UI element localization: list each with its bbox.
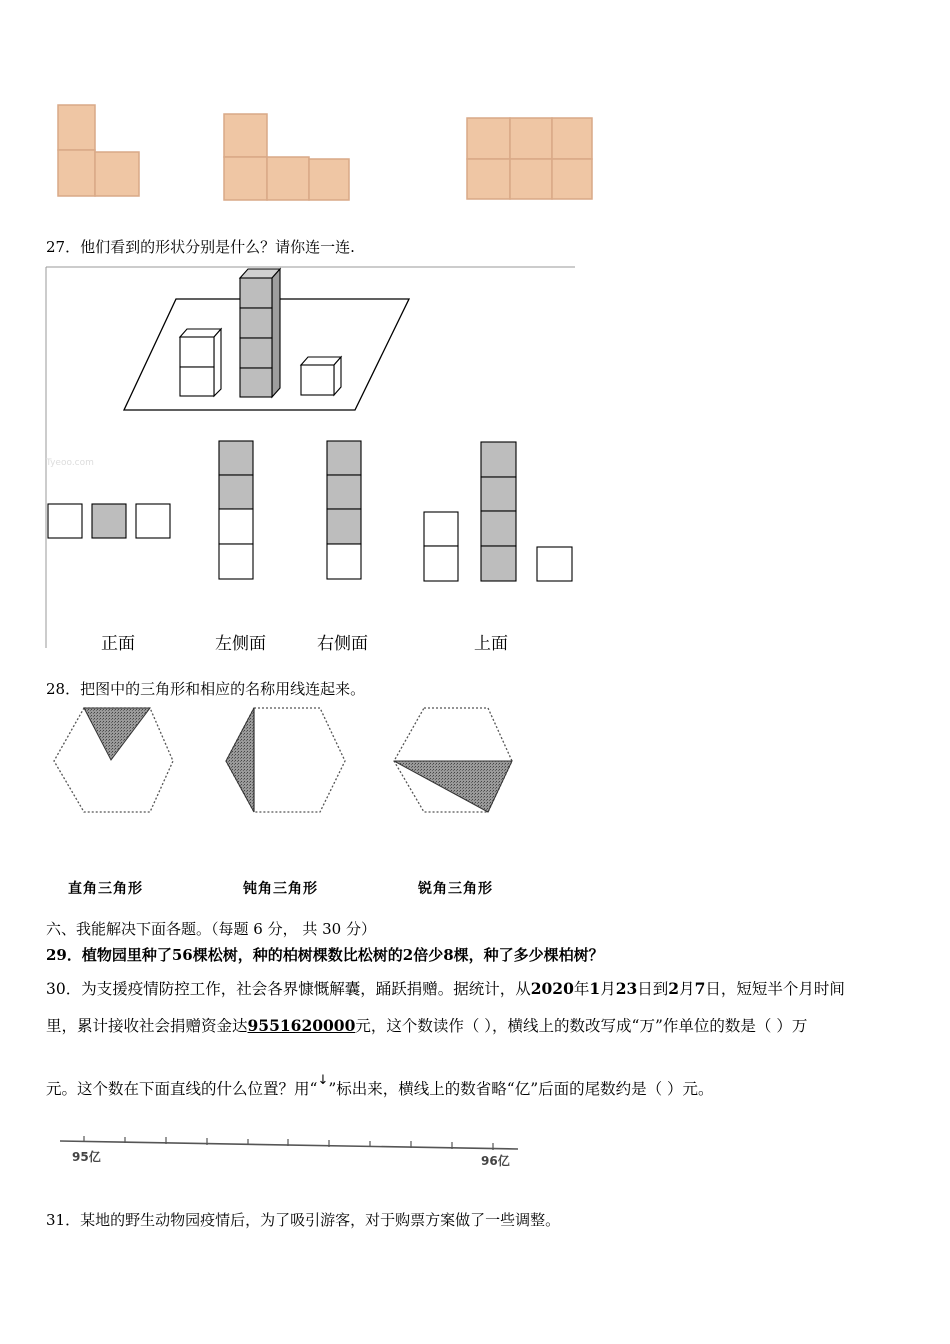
down-arrow-icon: ↓	[317, 1073, 329, 1088]
label-left-side: 左侧面	[215, 634, 266, 654]
right-side-view-shape	[327, 441, 361, 579]
front-view-shape	[48, 504, 170, 538]
cube-stack-4	[240, 269, 280, 397]
hexagon-2	[226, 708, 345, 812]
block-view-c	[462, 112, 597, 204]
axis-label-end: 96亿	[481, 1154, 510, 1168]
question-30-line-2: 里，累计接收社会捐赠资金达9551620000元，这个数读作（ ），横线上的数改写成“万”作单位的数是（ ）万	[46, 1016, 808, 1035]
label-right-side: 右侧面	[317, 634, 368, 654]
question-31-text: 31．某地的野生动物园疫情后，为了吸引游客，对于购票方案做了一些调整。	[46, 1211, 561, 1229]
hexagon-3	[394, 708, 512, 812]
question-29-text: 29．植物园里种了56棵松树，种的柏树棵数比松树的2倍少8棵，种了多少棵柏树？	[46, 946, 604, 964]
label-acute-triangle: 锐角三角形	[418, 881, 493, 897]
question-30-line-1: 30．为支援疫情防控工作，社会各界慷慨解囊，踊跃捐赠。据统计，从2020年1月23日到2月7日，短短半个月时间	[46, 979, 845, 998]
question-30-line-3: 元。这个数在下面直线的什么位置？用“↓”标出来，横线上的数省略“亿”后面的尾数约是（ ）元。	[46, 1073, 714, 1098]
question-27-text: 27．他们看到的形状分别是什么？请你连一连.	[46, 238, 355, 256]
amount-underlined: 9551620000	[247, 1016, 356, 1035]
left-side-view-shape	[219, 441, 253, 579]
hexagon-1	[54, 708, 173, 812]
axis-label-start: 95亿	[72, 1150, 101, 1164]
cube-single	[301, 357, 341, 395]
number-line	[58, 1133, 523, 1173]
watermark: Tyeoo.com	[46, 458, 94, 468]
question-28-figure	[40, 700, 540, 825]
block-view-a	[50, 100, 150, 200]
label-front: 正面	[101, 634, 135, 654]
label-top: 上面	[474, 634, 508, 654]
block-view-b	[215, 108, 355, 204]
cube-stack-2	[180, 329, 221, 396]
top-view-shape	[424, 442, 572, 581]
question-28-text: 28．把图中的三角形和相应的名称用线连起来。	[46, 680, 366, 698]
section-6-title: 六、我能解决下面各题。（每题 6 分， 共 30 分）	[46, 920, 376, 938]
label-right-triangle: 直角三角形	[68, 881, 143, 897]
question-27-figure	[45, 266, 580, 651]
label-obtuse-triangle: 钝角三角形	[243, 881, 318, 897]
